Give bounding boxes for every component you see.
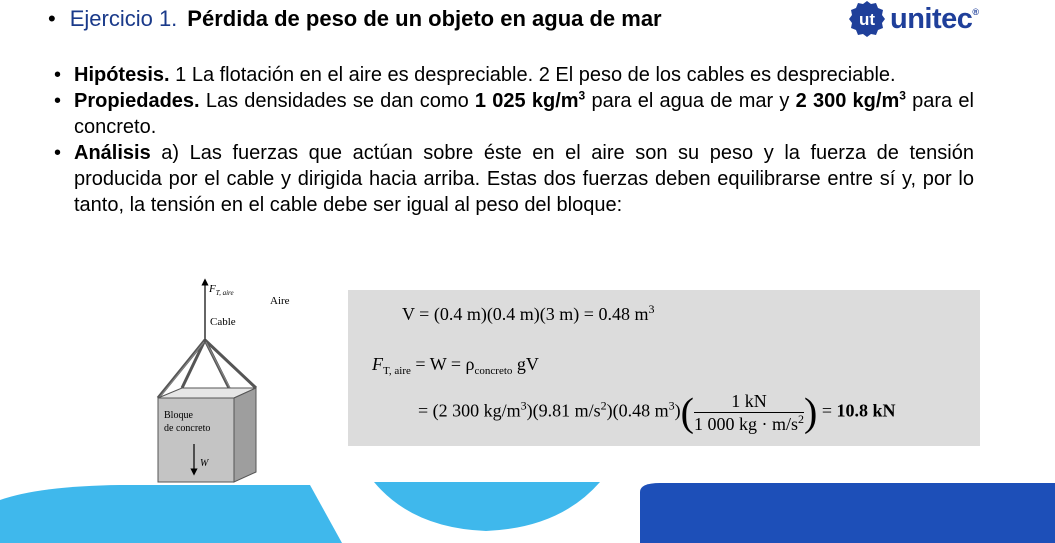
equation-substitution: [418, 390, 896, 435]
propiedades-label: Propiedades.: [74, 90, 200, 112]
force-symbol: F: [372, 354, 383, 374]
fraction-den-exp: 2: [798, 412, 804, 426]
slide-title: [48, 6, 662, 32]
cable-label: Cable: [210, 316, 236, 328]
propiedades-text-3: para el concreto.: [74, 90, 974, 138]
subst-mid-1: )(9.81 m/s: [526, 400, 601, 421]
propiedades-text-2: para el agua de mar y: [585, 90, 796, 112]
equals-sign: =: [821, 400, 832, 421]
exercise-number: Ejercicio 1.: [69, 6, 178, 31]
result-value: 10.8 kN: [836, 400, 896, 421]
footer-decoration: [0, 480, 1055, 543]
volume-text: V = (0.4 m)(0.4 m)(3 m) = 0.48 m: [402, 304, 649, 324]
hipotesis-label: Hipótesis.: [74, 64, 170, 86]
subst-mid-3: ): [674, 400, 681, 421]
footer-light-shape-left: [0, 485, 342, 543]
subst-start: = (2 300 kg/m: [418, 400, 521, 421]
propiedades-value-2: [796, 90, 906, 112]
bullet-hipotesis: [52, 62, 974, 88]
concrete-block-figure: [148, 276, 318, 486]
force-sub: T, aire: [383, 365, 411, 377]
force-end: gV: [512, 354, 539, 374]
fraction-denominator: [694, 413, 804, 435]
equation-force: [372, 354, 539, 377]
badge-text: ut: [858, 10, 876, 29]
fraction-den-text: 1 000 kg · m/s: [693, 414, 798, 434]
volume-exp: 3: [648, 302, 655, 316]
block-label-1: Bloque: [164, 410, 193, 421]
left-paren: (: [680, 389, 694, 435]
force-label: $F_{T, aire}$: [209, 283, 234, 297]
bullet-propiedades: [52, 88, 974, 140]
conversion-fraction: [694, 390, 804, 435]
unitec-badge-icon: [848, 0, 886, 38]
subst-exp-1: 3: [520, 398, 527, 413]
bullet-analisis: [52, 140, 974, 218]
unitec-logo: [848, 0, 979, 38]
registered-mark: ®: [972, 6, 979, 17]
equation-box: [348, 290, 980, 446]
subst-exp-3: 3: [668, 398, 675, 413]
logo-word-text: unitec: [890, 2, 973, 35]
force-subscript: T, aire: [215, 289, 234, 297]
air-label: Aire: [270, 295, 290, 307]
equation-volume: [402, 304, 654, 325]
density-concrete: 2 300 kg/m: [795, 90, 900, 112]
exercise-title: Pérdida de peso de un objeto en agua de mar: [187, 6, 662, 31]
footer-dark-shape-right: [640, 483, 1055, 543]
block-label-2: de concreto: [164, 423, 211, 434]
analisis-label: Análisis: [74, 142, 151, 164]
hipotesis-text: 1 La flotación en el aire es despreciable. 2 El peso de los cables es despreciable.: [169, 64, 896, 86]
title-bullet: •: [48, 6, 56, 31]
fraction-numerator: 1 kN: [694, 390, 804, 413]
propiedades-text-1: Las densidades se dan como: [199, 90, 475, 112]
block-side: [234, 388, 256, 482]
subst-exp-2: 2: [600, 398, 607, 413]
analisis-text: a) Las fuerzas que actúan sobre éste en el aire son su peso y la fuerza de tensión producida por el cable y dirigida hacia arriba. Estas dos fuerzas deben equilibrarse entre sí y, por lo tanto, la tensión en el cable debe ser igual al peso del bloque:: [74, 142, 974, 216]
density-concrete-exp: 3: [899, 88, 906, 103]
right-paren: ): [804, 389, 818, 435]
density-seawater: 1 025 kg/m: [474, 90, 579, 112]
propiedades-value-1: [475, 90, 585, 112]
footer-light-shape-center: [374, 482, 600, 531]
weight-label: W: [200, 458, 209, 469]
force-mid: = W = ρ: [410, 354, 475, 374]
subst-mid-2: )(0.48 m: [606, 400, 669, 421]
bullet-list: [52, 62, 974, 218]
density-seawater-exp: 3: [578, 88, 586, 103]
logo-word: [890, 3, 979, 36]
rho-sub: concreto: [474, 365, 513, 377]
